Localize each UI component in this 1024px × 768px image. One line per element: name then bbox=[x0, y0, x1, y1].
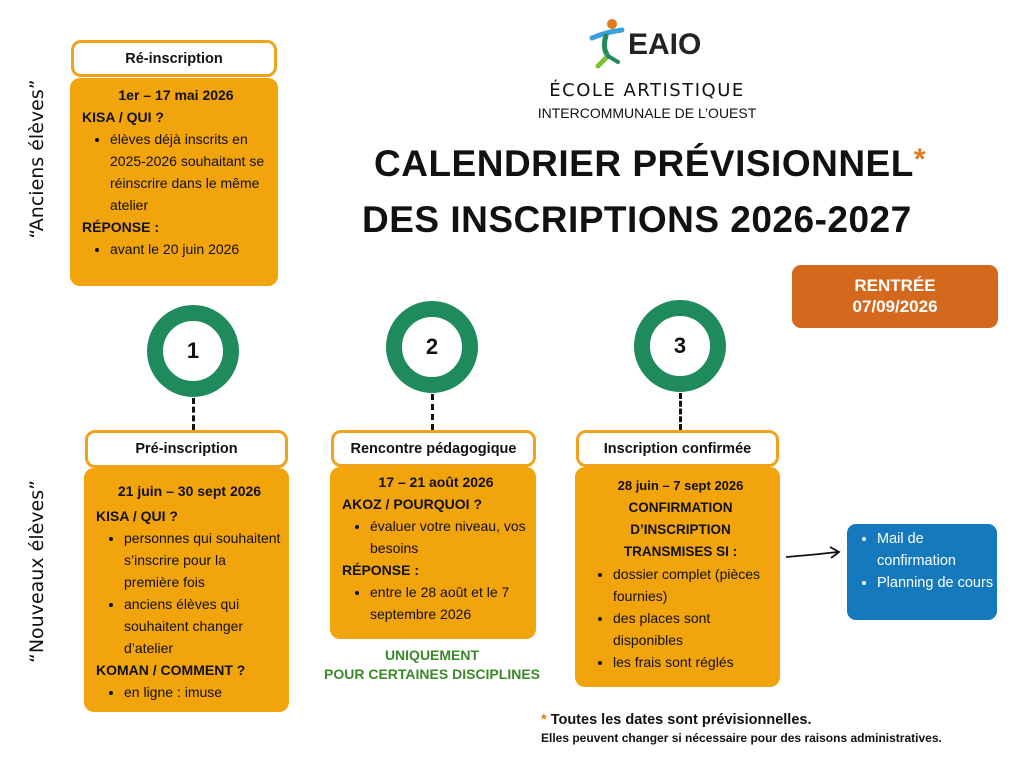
rencontre-answer-label: RÉPONSE : bbox=[342, 562, 420, 578]
preinscription-who-list bbox=[96, 527, 283, 659]
anciens-eleves-label: “Anciens élèves” bbox=[26, 79, 48, 239]
school-name-line2: INTERCOMMUNALE DE L’OUEST bbox=[537, 105, 757, 121]
card-preinscription bbox=[84, 468, 289, 712]
rencontre-note-line2: POUR CERTAINES DISCIPLINES bbox=[324, 666, 540, 682]
title-line1-text: CALENDRIER PRÉVISIONNEL bbox=[374, 143, 914, 184]
confirmee-list bbox=[585, 563, 776, 673]
logo-text: EAIO bbox=[628, 28, 702, 61]
list-item: • anciens élèves qui souhaitent changer d’atelier bbox=[124, 593, 283, 659]
list-item: • dossier complet (pièces fournies) bbox=[613, 563, 776, 607]
footnote-line1: Toutes les dates sont prévisionnelles. bbox=[550, 712, 812, 728]
arrow-right-icon bbox=[784, 546, 844, 566]
list-item: • évaluer votre niveau, vos besoins bbox=[370, 515, 530, 559]
rentree-date: 07/09/2026 bbox=[852, 297, 938, 316]
footnote-asterisk: * bbox=[541, 712, 547, 728]
connector-1 bbox=[192, 398, 195, 430]
rentree-box bbox=[792, 265, 998, 328]
list-item: • personnes qui souhaitent s’inscrire pour la première fois bbox=[124, 527, 283, 593]
tab-reinscription: Ré-inscription bbox=[71, 40, 277, 77]
reinscription-answer-label: RÉPONSE : bbox=[82, 219, 160, 235]
preinscription-how-label: KOMAN / COMMENT ? bbox=[96, 662, 246, 678]
connector-3 bbox=[679, 393, 682, 430]
confirmee-dates: 28 juin – 7 sept 2026 bbox=[617, 478, 744, 493]
nouveaux-eleves-label: “Nouveaux élèves” bbox=[26, 480, 48, 663]
step-3-circle: 3 bbox=[634, 300, 726, 392]
reinscription-who-label: KISA / QUI ? bbox=[82, 109, 164, 125]
list-item: • élèves déjà inscrits en 2025-2026 souhaitant se réinscrire dans le même atelier bbox=[110, 128, 270, 216]
tab-preinscription: Pré-inscription bbox=[85, 430, 288, 468]
rencontre-note bbox=[310, 646, 554, 684]
connector-2 bbox=[431, 394, 434, 430]
footnote bbox=[541, 712, 942, 745]
list-item: • les frais sont réglés bbox=[613, 651, 776, 673]
list-item: • Mail de confirmation bbox=[877, 528, 997, 572]
reinscription-answer-list bbox=[82, 238, 270, 260]
school-name-line1: ÉCOLE ARTISTIQUE bbox=[549, 80, 745, 101]
rencontre-answer-list bbox=[342, 581, 530, 625]
list-item: • avant le 20 juin 2026 bbox=[110, 238, 270, 260]
rencontre-why-list bbox=[342, 515, 530, 559]
eaio-logo-icon bbox=[588, 18, 628, 70]
tab-confirmee: Inscription confirmée bbox=[576, 430, 779, 467]
mail-confirmation-box bbox=[847, 524, 997, 620]
step-2-circle: 2 bbox=[386, 301, 478, 393]
confirmee-heading: CONFIRMATION D’INSCRIPTION TRANSMISES SI : bbox=[623, 500, 738, 559]
rencontre-dates: 17 – 21 août 2026 bbox=[378, 474, 494, 490]
title-asterisk: * bbox=[913, 143, 927, 176]
page-title-line2: DES INSCRIPTIONS 2026-2027 bbox=[362, 199, 912, 240]
preinscription-dates: 21 juin – 30 sept 2026 bbox=[117, 483, 262, 499]
mail-box-list bbox=[847, 528, 997, 594]
reinscription-dates: 1er – 17 mai 2026 bbox=[118, 87, 234, 103]
rencontre-why-label: AKOZ / POURQUOI ? bbox=[342, 496, 482, 512]
list-item: • entre le 28 août et le 7 septembre 2026 bbox=[370, 581, 530, 625]
footnote-line2: Elles peuvent changer si nécessaire pour des raisons administratives. bbox=[541, 731, 942, 745]
tab-rencontre: Rencontre pédagogique bbox=[331, 430, 536, 467]
page-title-line1 bbox=[374, 143, 926, 185]
rencontre-note-line1: UNIQUEMENT bbox=[384, 647, 480, 663]
card-rencontre bbox=[330, 467, 536, 639]
list-item: • Planning de cours bbox=[877, 572, 997, 594]
card-confirmee bbox=[575, 467, 780, 687]
step-1-circle: 1 bbox=[147, 305, 239, 397]
rentree-label: RENTRÉE bbox=[854, 276, 936, 295]
preinscription-who-label: KISA / QUI ? bbox=[96, 508, 178, 524]
reinscription-who-list bbox=[82, 128, 270, 216]
card-reinscription bbox=[70, 78, 278, 286]
eaio-logo bbox=[588, 18, 708, 70]
list-item: • des places sont disponibles bbox=[613, 607, 776, 651]
preinscription-how-list bbox=[96, 681, 283, 703]
list-item: • en ligne : imuse bbox=[124, 681, 283, 703]
